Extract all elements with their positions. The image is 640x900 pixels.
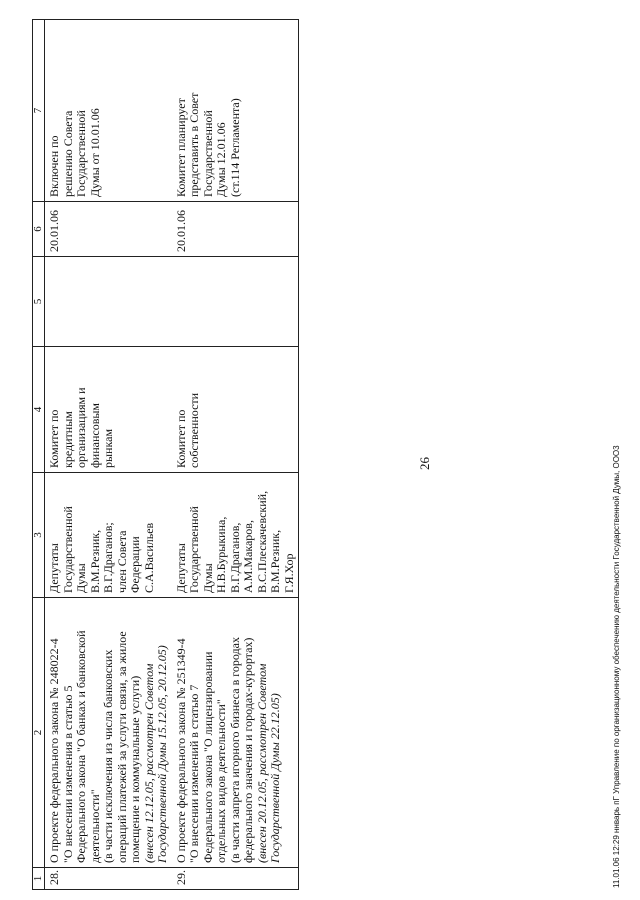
bill-title-line: федерального значения и городах-курортах)	[241, 637, 255, 863]
column-header: 5	[33, 257, 45, 347]
date-cell: 20.01.06	[172, 202, 299, 257]
author-line: Федерации	[128, 536, 142, 593]
bill-note-line: Государственной Думы 22.12.05)	[268, 693, 282, 863]
table-row	[45, 20, 172, 890]
bill-note-line: Государственной Думы 15.12.05, 20.12.05)	[155, 645, 169, 863]
bill-title-line: (в части запрета игорного бизнеса в городах	[227, 637, 242, 863]
committee-line: Комитет по	[173, 409, 188, 468]
author-line: Государственной	[60, 506, 75, 593]
bill-title	[172, 598, 299, 868]
committee-line: организациям и	[74, 387, 88, 468]
author-line: В.Г.Драганов;	[101, 522, 115, 593]
column-5-cell	[45, 257, 172, 347]
bill-title-line: "О внесении изменения в статью 5	[60, 685, 75, 863]
author-line: В.Г.Драганов,	[227, 522, 242, 593]
bill-note-line: (внесен 12.12.05, рассмотрен Советом	[141, 663, 156, 863]
bill-title-line: О проекте федерального закона № 248022-4	[47, 638, 61, 863]
responsible-committee	[45, 347, 172, 473]
bill-title-line: деятельности"	[87, 789, 102, 863]
status-line: (ст.114 Регламента)	[227, 98, 242, 197]
status-line: Включен по	[47, 135, 61, 197]
bill-title-line: О проекте федерального закона № 251349-4	[173, 638, 188, 863]
bill-title	[45, 598, 172, 868]
author-line: Депутаты	[173, 543, 188, 593]
bill-title-line: отдельных видов деятельности"	[214, 699, 228, 863]
author-line: Думы	[74, 563, 88, 593]
committee-line: Комитет по	[47, 409, 61, 468]
bill-title-line: помещение и коммунальные услуги)	[128, 675, 142, 863]
column-header: 4	[33, 347, 45, 473]
author-line: В.М.Резник,	[268, 529, 282, 593]
author-line: Думы	[200, 563, 215, 593]
status-line: Комитет планирует	[173, 98, 188, 197]
author-line: В.С.Плескачевский,	[254, 490, 269, 593]
column-header-row	[33, 20, 45, 890]
author-line: член Совета	[114, 530, 129, 593]
bill-title-line: Федерального закона "О банках и банковской	[74, 630, 88, 863]
column-header: 7	[33, 20, 45, 202]
bill-note-line: (внесен 20.12.05, рассмотрен Советом	[254, 663, 269, 863]
print-footer: 11.01.06 12:29 ннварь пГ Управление по организационному обеспечению деятельности Государственной Думы, ООО3	[612, 445, 621, 888]
bill-title-line: (в части исключения из числа банковских	[101, 649, 115, 863]
author-line: Н.В.Бурыкина,	[214, 516, 228, 593]
row-number: 29.	[172, 868, 299, 890]
row-number: 28.	[45, 868, 172, 890]
committee-line: финансовым	[87, 402, 102, 468]
author-line: Государственной	[187, 506, 201, 593]
status-cell	[45, 20, 172, 202]
bill-title-line: "О внесении изменений в статью 7	[187, 684, 201, 863]
status-line: представить в Совет	[187, 92, 201, 197]
column-5-cell	[172, 257, 299, 347]
status-line: Думы 12.01.06	[214, 122, 228, 197]
responsible-committee	[172, 347, 299, 473]
author-line: Г.Я.Хор	[281, 553, 296, 593]
status-cell	[172, 20, 299, 202]
status-line: Думы от 10.01.06	[87, 108, 102, 197]
bills-table	[32, 19, 299, 890]
column-header: 6	[33, 202, 45, 257]
author-line: С.А.Васильев	[141, 522, 156, 593]
status-line: решению Совета	[60, 110, 75, 197]
author-line: Депутаты	[47, 543, 61, 593]
committee-line: собственности	[187, 392, 201, 468]
table-row	[172, 20, 299, 890]
bill-title-line: операций платежей за услуги связи, за жилое	[114, 631, 129, 863]
column-header: 3	[33, 473, 45, 598]
date-cell: 20.01.06	[45, 202, 172, 257]
committee-line: рынкам	[101, 428, 115, 468]
bill-authors	[45, 473, 172, 598]
author-line: А.М.Макаров,	[241, 520, 255, 593]
status-line: Государственной	[200, 110, 215, 197]
column-header: 1	[33, 868, 45, 890]
bill-authors	[172, 473, 299, 598]
bill-title-line: Федерального закона "О лицензировании	[200, 651, 215, 863]
author-line: В.М.Резник,	[87, 529, 102, 593]
page-number: 26	[417, 457, 432, 470]
committee-line: кредитным	[60, 411, 75, 468]
status-line: Государственной	[74, 110, 88, 197]
column-header: 2	[33, 598, 45, 868]
